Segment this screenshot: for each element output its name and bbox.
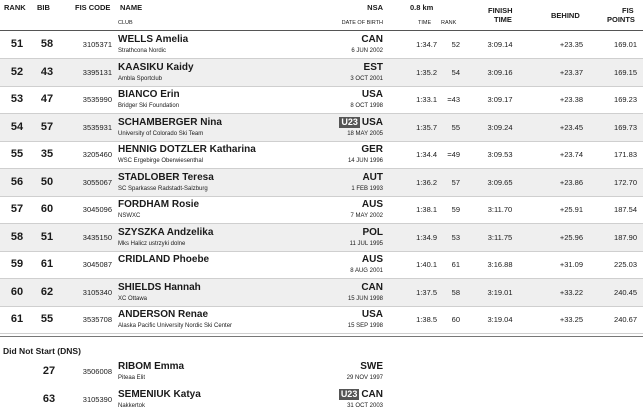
header-split-rank: RANK	[441, 20, 457, 26]
fis-code-cell: 3205460	[82, 150, 112, 159]
time-behind: +31.09	[559, 260, 583, 269]
date-of-birth: 29 NOV 1997	[346, 375, 383, 381]
result-row	[0, 224, 643, 251]
results-header	[0, 0, 643, 31]
header-behind: BEHIND	[551, 11, 580, 20]
nation-cell	[362, 172, 383, 183]
split-time: 1:35.7	[416, 122, 437, 132]
athlete-name: SEMENIUK Katya	[118, 389, 201, 400]
nation-cell	[362, 227, 383, 238]
rank-cell: 55	[10, 148, 24, 160]
finish-time: 3:09.53	[487, 150, 513, 159]
nsa-code: AUS	[361, 199, 383, 210]
split-rank: 57	[451, 177, 460, 187]
date-of-birth: 1 FEB 1993	[351, 185, 383, 192]
fis-points: 169.23	[614, 95, 637, 104]
date-of-birth: 31 OCT 2003	[347, 403, 383, 409]
finish-time: 3:11.70	[487, 205, 513, 214]
nation-cell	[364, 62, 383, 73]
nsa-code: AUT	[362, 171, 383, 183]
athlete-name: ANDERSON Renae	[118, 309, 209, 320]
nsa-code: GER	[361, 144, 383, 155]
time-behind: +33.22	[559, 287, 583, 297]
header-fis-code: FIS CODE	[75, 3, 111, 12]
split-rank: 58	[451, 287, 460, 297]
date-of-birth: 18 MAY 2005	[347, 130, 383, 137]
date-of-birth: 7 MAY 2002	[350, 213, 383, 219]
time-behind: +25.91	[559, 205, 583, 214]
bib-cell: 35	[40, 148, 54, 160]
rank-cell: 59	[10, 258, 24, 270]
header-dob: DATE OF BIRTH	[341, 20, 383, 26]
finish-time: 3:09.24	[487, 122, 513, 132]
split-rank: 61	[451, 260, 460, 269]
nsa-code: EST	[363, 61, 383, 73]
nsa-code: USA	[361, 116, 383, 128]
rank-cell: 52	[10, 65, 24, 78]
fis-points: 171.83	[614, 150, 637, 159]
athlete-name: KAASIKU Kaidy	[118, 61, 194, 73]
split-rank: 52	[451, 40, 460, 49]
finish-time: 3:19.04	[487, 315, 513, 324]
fis-points: 187.54	[614, 205, 637, 214]
split-rank: =43	[447, 95, 460, 104]
bib-cell: 47	[40, 93, 54, 105]
fis-code-cell: 3395131	[82, 67, 112, 77]
finish-time: 3:09.16	[487, 67, 513, 77]
fis-code-cell: 3506008	[82, 367, 112, 376]
dns-row	[0, 386, 643, 413]
time-behind: +23.35	[559, 40, 583, 49]
finish-time: 3:09.14	[487, 40, 513, 49]
split-time: 1:36.2	[416, 177, 437, 187]
finish-time: 3:09.17	[487, 95, 513, 104]
club-name: University of Colorado Ski Team	[118, 130, 204, 137]
header-split-time: TIME	[418, 20, 432, 26]
athlete-name: FORDHAM Rosie	[118, 199, 200, 210]
club-name: Mks Halicz ustrzyki dolne	[118, 240, 186, 247]
divider	[0, 336, 643, 337]
rank-cell: 61	[10, 313, 24, 325]
athlete-name: BIANCO Erin	[118, 89, 180, 100]
fis-code-cell: 3045087	[82, 260, 112, 269]
club-name: Ambla Sportclub	[118, 75, 163, 82]
rank-cell: 54	[10, 120, 24, 133]
nation-cell	[361, 282, 383, 293]
date-of-birth: 15 SEP 1998	[347, 323, 383, 329]
bib-cell: 55	[40, 313, 54, 325]
fis-points: 187.90	[614, 232, 637, 242]
athlete-name: SCHAMBERGER Nina	[118, 116, 222, 128]
result-row	[0, 196, 643, 223]
split-time: 1:35.2	[416, 67, 437, 77]
header-club: CLUB	[118, 20, 133, 26]
split-time: 1:38.1	[416, 205, 437, 214]
header-finish-time: TIME	[494, 15, 512, 24]
split-time: 1:34.9	[416, 232, 437, 242]
fis-code-cell: 3105390	[82, 395, 112, 404]
result-row	[0, 86, 643, 113]
date-of-birth: 14 JUN 1996	[347, 158, 383, 164]
club-name: NSWXC	[118, 213, 141, 219]
fis-code-cell: 3435150	[82, 232, 112, 242]
date-of-birth: 8 AUG 2001	[350, 268, 383, 274]
result-row	[0, 169, 643, 196]
header-points: POINTS	[607, 15, 635, 24]
athlete-name: SZYSZKA Andzelika	[118, 226, 214, 238]
split-rank: 59	[451, 205, 460, 214]
fis-code-cell: 3535708	[82, 315, 112, 324]
fis-code-cell: 3535931	[82, 122, 112, 132]
bib-cell: 60	[40, 203, 54, 215]
header-nsa: NSA	[367, 3, 383, 12]
fis-points: 225.03	[614, 260, 637, 269]
split-time: 1:40.1	[416, 260, 437, 269]
u23-badge: U23	[340, 389, 358, 399]
fis-code-cell: 3105340	[82, 287, 112, 297]
rank-cell: 60	[10, 285, 24, 298]
time-behind: +33.25	[559, 315, 583, 324]
split-rank: =49	[447, 150, 460, 159]
bib-cell: 50	[40, 175, 54, 188]
rank-cell: 51	[10, 38, 24, 50]
u23-badge: U23	[341, 116, 358, 127]
result-row	[0, 59, 643, 86]
fis-code-cell: 3105371	[82, 40, 112, 49]
athlete-name: CRIDLAND Phoebe	[118, 254, 210, 265]
split-time: 1:37.5	[416, 287, 437, 297]
fis-points: 169.73	[614, 122, 637, 132]
nation-cell	[361, 34, 383, 45]
header-finish: FINISH	[488, 6, 513, 15]
nation-cell	[361, 144, 383, 155]
result-row	[0, 31, 643, 58]
club-name: Nakkertok	[118, 403, 146, 409]
bib-cell: 63	[42, 393, 56, 405]
date-of-birth: 15 JUN 1998	[347, 295, 383, 302]
header-fis: FIS	[622, 6, 634, 15]
club-name: Bridger Ski Foundation	[118, 103, 180, 109]
finish-time: 3:09.65	[487, 177, 513, 187]
club-name: WSC Ergebirge Oberwiesenthal	[118, 158, 204, 164]
bib-cell: 43	[40, 65, 54, 78]
bib-cell: 57	[40, 120, 54, 133]
athlete-name: STADLOBER Teresa	[118, 171, 214, 183]
nation-cell	[339, 389, 383, 400]
fis-points: 169.01	[614, 40, 637, 49]
club-name: XC Ottawa	[118, 295, 148, 302]
club-name: SC Sparkasse Radstadt-Salzburg	[118, 185, 208, 192]
fis-points: 240.67	[614, 315, 637, 324]
nsa-code: USA	[361, 309, 383, 320]
finish-time: 3:11.75	[487, 232, 513, 242]
nation-cell	[362, 254, 383, 265]
bib-cell: 51	[40, 230, 54, 243]
header-bib: BIB	[37, 3, 50, 12]
fis-points: 240.45	[614, 287, 637, 297]
date-of-birth: 3 OCT 2001	[350, 75, 383, 82]
bib-cell: 58	[40, 38, 54, 50]
bib-cell: 61	[40, 258, 54, 270]
finish-time: 3:16.88	[487, 260, 513, 269]
fis-points: 169.15	[614, 67, 637, 77]
date-of-birth: 8 OCT 1998	[350, 103, 383, 109]
nsa-code: SWE	[360, 361, 383, 372]
dns-row	[0, 358, 643, 385]
athlete-name: HENNIG DOTZLER Katharina	[118, 144, 256, 155]
bib-cell: 62	[40, 285, 54, 298]
result-row	[0, 141, 643, 168]
split-rank: 60	[451, 315, 460, 324]
bib-cell: 27	[42, 365, 56, 377]
nation-cell	[362, 89, 383, 100]
time-behind: +23.37	[559, 67, 583, 77]
time-behind: +23.45	[559, 122, 583, 132]
date-of-birth: 6 JUN 2002	[351, 48, 383, 54]
time-behind: +23.86	[559, 177, 583, 187]
rank-cell: 57	[10, 203, 24, 215]
athlete-name: RIBOM Emma	[118, 361, 185, 372]
split-rank: 54	[451, 67, 460, 77]
athlete-name: SHIELDS Hannah	[118, 281, 201, 293]
finish-time: 3:19.01	[487, 287, 513, 297]
fis-code-cell: 3045096	[82, 205, 112, 214]
header-rank: RANK	[4, 3, 26, 12]
split-time: 1:33.1	[416, 95, 437, 104]
nsa-code: POL	[362, 226, 383, 238]
nsa-code: USA	[361, 89, 383, 100]
nation-cell	[362, 199, 383, 210]
fis-points: 172.70	[614, 177, 637, 187]
dns-title: Did Not Start (DNS)	[3, 346, 81, 356]
nation-cell	[339, 117, 383, 128]
rank-cell: 56	[10, 175, 24, 188]
nation-cell	[360, 361, 383, 372]
athlete-name: WELLS Amelia	[118, 34, 189, 45]
nsa-code: CAN	[361, 281, 383, 293]
club-name: Piteaa Elit	[118, 375, 146, 381]
result-row	[0, 114, 643, 141]
time-behind: +23.38	[559, 95, 583, 104]
split-rank: 53	[451, 232, 460, 242]
result-row	[0, 279, 643, 306]
date-of-birth: 11 JUL 1995	[349, 240, 383, 247]
split-time: 1:34.7	[416, 40, 437, 49]
time-behind: +25.96	[559, 232, 583, 242]
club-name: Alaska Pacific University Nordic Ski Center	[118, 323, 233, 329]
nation-cell	[362, 309, 383, 320]
split-time: 1:38.5	[416, 315, 437, 324]
rank-cell: 58	[10, 230, 24, 243]
club-name: Strathcona Nordic	[118, 48, 167, 54]
nsa-code: CAN	[361, 34, 383, 45]
nsa-code: CAN	[361, 389, 383, 400]
result-row	[0, 306, 643, 333]
fis-code-cell: 3535990	[82, 95, 112, 104]
split-time: 1:34.4	[416, 150, 437, 159]
time-behind: +23.74	[559, 150, 583, 159]
row-divider	[0, 333, 643, 334]
header-name: NAME	[120, 3, 143, 12]
nsa-code: AUS	[361, 254, 383, 265]
result-row	[0, 251, 643, 278]
rank-cell: 53	[10, 93, 24, 105]
fis-code-cell: 3055067	[82, 177, 112, 187]
split-rank: 55	[451, 122, 460, 132]
header-split: 0.8 km	[410, 3, 434, 12]
